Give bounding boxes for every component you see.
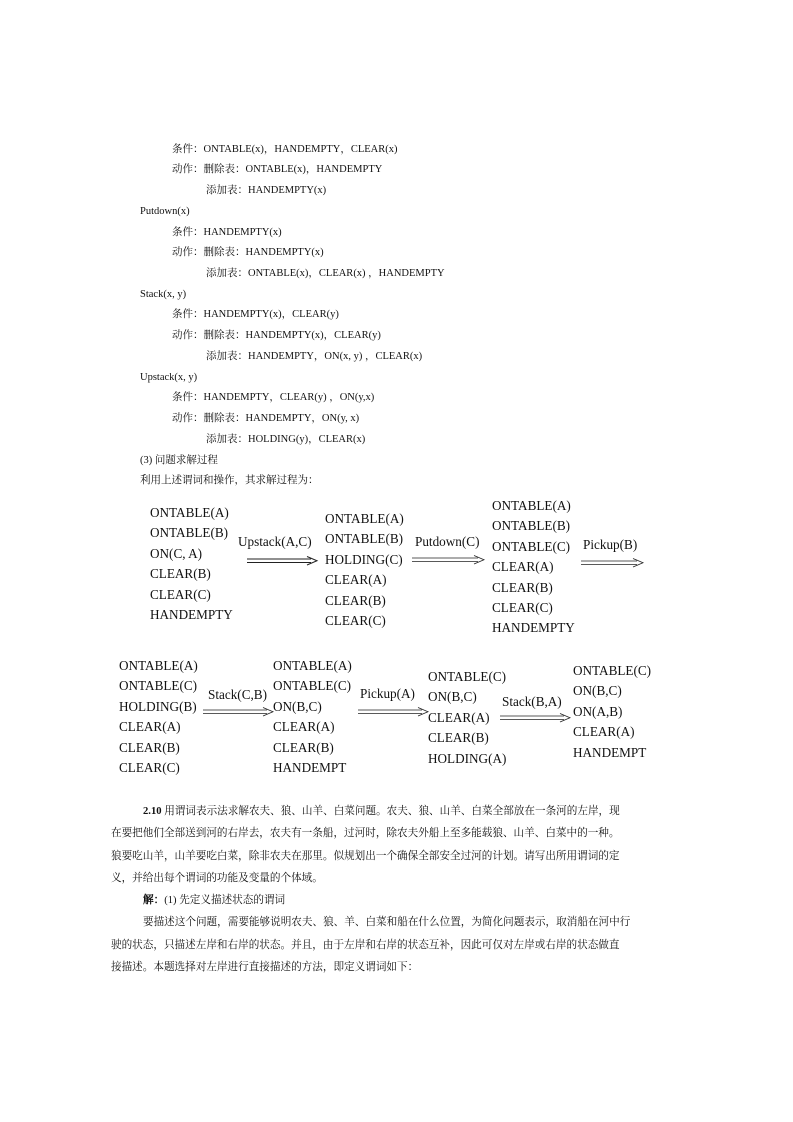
double-arrow-icon	[412, 555, 486, 565]
predicate: ONTABLE(B)	[492, 518, 571, 534]
row1-op1: Upstack(A,C)	[238, 534, 312, 549]
predicate: HANDEMPT	[273, 759, 347, 775]
predicate: CLEAR(A)	[273, 719, 335, 735]
row2-op3: Stack(B,A)	[502, 694, 562, 709]
row2-op2: Pickup(A)	[360, 686, 415, 701]
predicate: CLEAR(A)	[492, 559, 554, 575]
double-arrow-icon	[500, 713, 572, 723]
problem-number: 2.10	[143, 806, 162, 817]
predicate: CLEAR(C)	[492, 599, 553, 615]
solution-text: 接描述。本题选择对左岸进行直接描述的方法，即定义谓词如下：	[111, 962, 419, 974]
row1-op2: Putdown(C)	[415, 534, 480, 549]
stack-condition: 条件：HANDEMPTY(x)，CLEAR(y)	[172, 309, 339, 320]
section3-title: (3) 问题求解过程	[140, 455, 218, 466]
solution-text: 驶的状态，只描述左岸和右岸的状态。并且，由于左岸和右岸的状态互补，因此可仅对左岸或右岸的状态做直	[111, 939, 620, 951]
stack-action-delete: 动作：删除表：HANDEMPTY(x)，CLEAR(y)	[172, 330, 381, 341]
double-arrow-icon	[581, 558, 645, 568]
predicate: ONTABLE(A)	[150, 505, 229, 520]
predicate: HOLDING(C)	[325, 551, 403, 567]
predicate: ONTABLE(A)	[325, 511, 404, 526]
pickup-condition: 条件：ONTABLE(x)，HANDEMPTY，CLEAR(x)	[172, 144, 398, 155]
predicate: HANDEMPTY	[492, 620, 575, 636]
solution	[111, 890, 679, 980]
predicate: CLEAR(C)	[325, 612, 386, 628]
row1-state2	[325, 509, 404, 631]
problem-2-10	[111, 801, 679, 891]
solution-step1: (1) 先定义描述状态的谓词	[164, 895, 286, 906]
predicate: ONTABLE(A)	[119, 658, 198, 673]
upstack-action-add: 添加表：HOLDING(y)，CLEAR(x)	[206, 434, 366, 445]
row1-state3	[492, 496, 575, 639]
predicate: CLEAR(A)	[325, 572, 387, 588]
predicate: CLEAR(A)	[428, 709, 490, 725]
predicate: CLEAR(A)	[573, 724, 635, 740]
predicate: CLEAR(B)	[325, 592, 386, 608]
putdown-name: Putdown(x)	[140, 206, 190, 217]
stack-action-add: 添加表：HANDEMPTY，ON(x, y) ，CLEAR(x)	[206, 351, 423, 362]
row1-op3: Pickup(B)	[583, 537, 638, 552]
stack-name: Stack(x, y)	[140, 289, 187, 300]
predicate: ONTABLE(A)	[492, 498, 571, 513]
predicate: ON(B,C)	[428, 689, 477, 705]
predicate: CLEAR(A)	[119, 719, 181, 735]
predicate: HANDEMPTY	[150, 606, 233, 622]
double-arrow-icon	[358, 707, 430, 717]
upstack-action-delete: 动作：删除表：HANDEMPTY，ON(y, x)	[172, 413, 360, 424]
predicate: CLEAR(B)	[492, 579, 553, 595]
section3-intro: 利用上述谓词和操作，其求解过程为：	[140, 475, 319, 486]
double-arrow-icon	[247, 556, 319, 566]
upstack-condition: 条件：HANDEMPTY，CLEAR(y) ，ON(y,x)	[172, 392, 375, 403]
predicate: HOLDING(B)	[119, 698, 197, 714]
predicate: ON(C, A)	[150, 545, 203, 561]
predicate: ONTABLE(C)	[119, 678, 198, 694]
row2-state2	[273, 656, 352, 778]
predicate: HANDEMPT	[573, 744, 647, 760]
predicate: ONTABLE(B)	[150, 525, 229, 541]
putdown-action-delete: 动作：删除表：HANDEMPTY(x)	[172, 247, 324, 258]
putdown-condition: 条件：HANDEMPTY(x)	[172, 227, 282, 238]
problem-text: 义，并给出每个谓词的功能及变量的个体域。	[111, 873, 323, 885]
solution-label: 解：	[143, 895, 165, 906]
row2-state3	[428, 667, 506, 769]
predicate: HOLDING(A)	[428, 750, 507, 766]
predicate: CLEAR(C)	[150, 586, 211, 602]
double-arrow-icon	[203, 707, 275, 717]
predicate: CLEAR(B)	[428, 730, 489, 746]
solution-text: 要描述这个问题，需要能够说明农夫、狼、羊、白菜和船在什么位置，为简化问题表示，取消船在河中行	[143, 917, 631, 929]
row2-op1: Stack(C,B)	[208, 687, 267, 702]
predicate: CLEAR(B)	[119, 739, 180, 755]
predicate: ON(B,C)	[573, 683, 622, 699]
putdown-action-add: 添加表：ONTABLE(x)，CLEAR(x) ，HANDEMPTY	[206, 268, 445, 279]
pickup-action-delete: 动作：删除表：ONTABLE(x)，HANDEMPTY	[172, 164, 383, 175]
problem-text: 用谓词表示法求解农夫、狼、山羊、白菜问题。农夫、狼、山羊、白菜全部放在一条河的左岸，现	[161, 806, 620, 817]
row1-state1	[150, 503, 233, 625]
problem-text: 狼要吃山羊，山羊要吃白菜，除非农夫在那里。似规划出一个确保全部安全过河的计划。请写出所用谓词的定	[111, 850, 620, 862]
predicate: ONTABLE(A)	[273, 658, 352, 673]
row2-state1	[119, 656, 198, 778]
predicate: CLEAR(C)	[119, 759, 180, 775]
predicate: CLEAR(B)	[150, 566, 211, 582]
predicate: ON(B,C)	[273, 698, 322, 714]
predicate: CLEAR(B)	[273, 739, 334, 755]
predicate: ONTABLE(C)	[428, 669, 507, 684]
row2-state4	[573, 661, 651, 763]
problem-text: 在要把他们全部送到河的右岸去，农夫有一条船，过河时，除农夫外船上至多能载狼、山羊、白菜中的一种。	[111, 828, 620, 840]
upstack-name: Upstack(x, y)	[140, 372, 198, 383]
predicate: ONTABLE(C)	[573, 663, 652, 678]
predicate: ONTABLE(C)	[273, 678, 352, 694]
predicate: ONTABLE(C)	[492, 538, 571, 554]
predicate: ON(A,B)	[573, 703, 623, 719]
predicate: ONTABLE(B)	[325, 531, 404, 547]
pickup-action-add: 添加表：HANDEMPTY(x)	[206, 185, 327, 196]
